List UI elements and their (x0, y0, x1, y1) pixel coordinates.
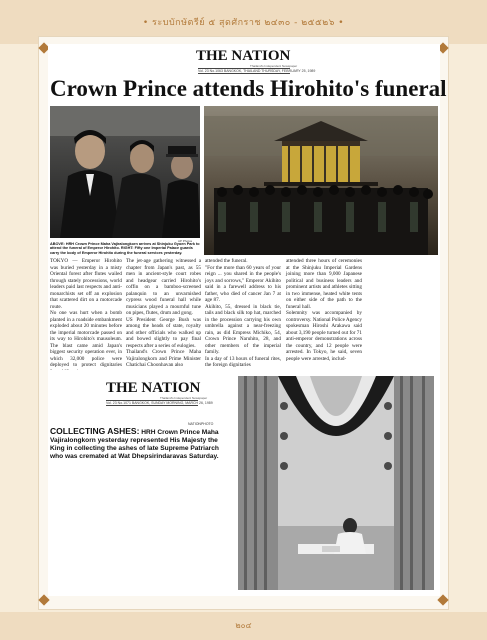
masthead-1: THE NATION (196, 48, 291, 64)
article-column-2: The jet-age gathering witnessed a chapter from Japan's past, as 55 men in ancient-style court robes and headgear carried Hirohito's coffin on a bamboo-screened palanquin to an unvarnished cypress wood funeral hall while musicians played a mournful tune on pipes, flutes, drum and gong. US President George Bush was among the heads of state, royalty and other officials who walked up and bowed slightly to pay final respects after a series of eulogies. Thailand's Crown Prince Maha Vajiralongkorn and Prime Minister Chatichai Choonhavan also (126, 258, 201, 368)
photo-crown-prince-arrives (50, 106, 200, 238)
masthead-tagline-1: Thailand's Independent Newspaper (250, 64, 298, 68)
page-number: ๒๐๔ (235, 621, 252, 630)
photo-collecting-ashes (238, 376, 434, 590)
photo-credit-1: AP Photos (178, 239, 193, 243)
page-header: • ระบบักษัตรีย์ ๕ สุดศักราช ๒๔๓๐ - ๒๕๕๒๖ • (142, 18, 345, 28)
headline: Crown Prince attends Hirohito's funeral (50, 76, 447, 101)
photo-caption-2 (50, 428, 224, 461)
photo-credit-2: NATIONPHOTO (188, 422, 214, 426)
dateline-2: Vol. 23 No.1071 BANGKOK, SUNDAY MORNING, MARCH 26, 1989 (106, 401, 213, 405)
photo-caption-1: ABOVE: HRH Crown Prince Maha Vajiralongkorn arrives at Shinjuku Gyoen Park to attend the funeral of Emperor Hirohito. RIGHT: Fifty one Imperial Palace guards carry the body of Emperor Hirohito during the funeral services yesterday. (50, 242, 200, 255)
masthead-tagline-2: Thailand's Independent Newspaper (160, 396, 208, 400)
caption-body: HRH Crown Prince Maha Vajiralongkorn yesterday represented His Majesty the King in collecting the ashes of late Supreme Patriarch who was cremated at Wat Dhepsirindaravas Saturday. (50, 429, 219, 460)
photo-funeral-procession (204, 106, 438, 255)
caption-lead: COLLECTING ASHES: (50, 426, 140, 436)
article-column-3: attended the funeral. "For the more than 60 years of your reign ... you shared in the people's joys and sorrows," Emperor Akihito said in a farewell address to his father, who died of cancer Jan 7 at age 87. Akihito, 55, dressed in black tie, tails and black silk top hat, marched in the procession carrying his own umbrella against a near-freezing rain, as did Empress Michiko, 54, Crown Prince Naruhito, 28, and other members of the imperial family. In a day of 13 hours of funeral rites, the foreign dignitaries (205, 258, 281, 368)
dateline-1: Vol. 23 No.1063 BANGKOK, THAILAND THURSDAY, FEBRUARY 25, 1989 (198, 69, 316, 73)
article-column-4: attended three hours of ceremonies at the Shinjuku Imperial Gardens joining more than 9,000 Japanese political and business leaders and prominent artists and athletes sitting in two immense, heated white tents on either side of the path to the funeral hall. Solemnity was accompanied by controversy. National Police Agency spokesman Hiroshi Arakawa said about 3,190 people turned out for 71 anti-emperor demonstrations across the country, and 12 people were arrested. In Tokyo, he said, seven people were arrested, includ- (286, 258, 363, 362)
article-column-1: TOKYO — Emperor Hirohito was buried yesterday in a misty Oriental forest after flutes wailed through stately processions, world leaders paid last respects and anti-monarchists set off an explosion that scattered dirt on a motorcade route. No one was hurt when a bomb planted in a roadside embankment exploded about 20 minutes before the imperial motorcade passed on its way to Hirohito's mausoleum. The blast came amid Japan's biggest security operation ever, in which 32,000 police were deployed to protect dignitaries (50, 258, 122, 368)
masthead-2: THE NATION (106, 380, 201, 396)
